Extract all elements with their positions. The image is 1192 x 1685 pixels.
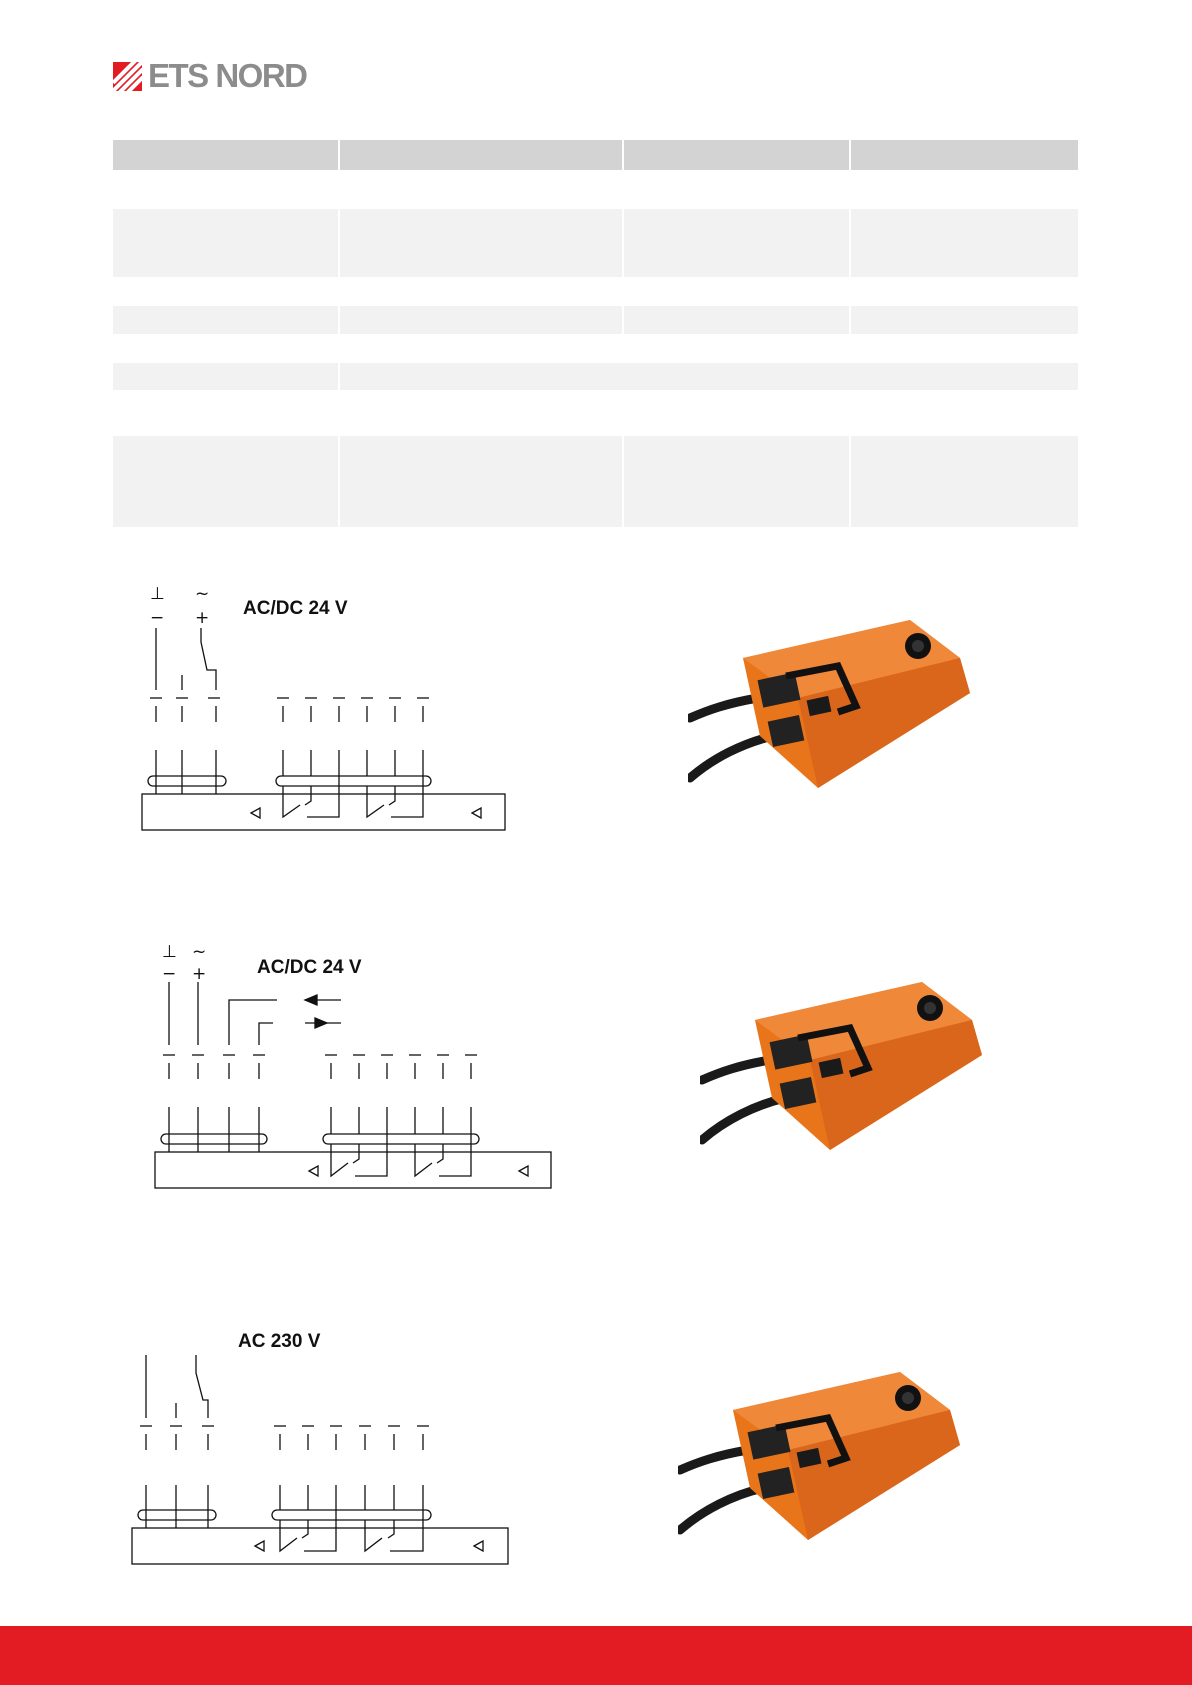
wiring-diagram-3 (128, 1325, 518, 1570)
table-cell (340, 363, 1078, 390)
table-cell (624, 140, 849, 170)
table-cell (851, 140, 1078, 170)
table-row (113, 306, 1078, 334)
minus-symbol: − (162, 964, 177, 984)
plus-symbol: + (192, 964, 207, 984)
ground-symbol: ⊥ (150, 584, 165, 604)
table-row (113, 209, 1078, 277)
ac-symbol: ~ (195, 584, 210, 604)
table-cell (851, 390, 1078, 436)
table-cell (340, 140, 622, 170)
table-cell (624, 277, 849, 306)
table-cell (113, 140, 338, 170)
brand-name: ETS NORD (148, 57, 307, 94)
table-cell (851, 306, 1078, 334)
table-header-row (113, 140, 1078, 170)
table-cell (624, 436, 849, 527)
plus-symbol: + (195, 608, 210, 628)
table-cell (340, 334, 622, 363)
brand-logo (113, 57, 307, 94)
table-cell (113, 436, 338, 527)
actuator-photo-3 (678, 1370, 968, 1550)
table-cell (851, 277, 1078, 306)
wiring-diagram-1 (130, 580, 510, 835)
table-cell (624, 170, 849, 209)
actuator-photo-1 (688, 618, 978, 798)
table-row (113, 436, 1078, 527)
table-row (113, 363, 1078, 390)
spec-table (113, 140, 1078, 527)
voltage-label: AC 230 V (238, 1331, 321, 1352)
table-cell (851, 170, 1078, 209)
wiring-diagram-2 (145, 940, 555, 1195)
table-cell (113, 209, 338, 277)
table-cell (340, 209, 622, 277)
table-cell (851, 209, 1078, 277)
table-cell (340, 306, 622, 334)
table-cell (113, 390, 338, 436)
table-cell (113, 363, 338, 390)
table-cell (624, 334, 849, 363)
table-cell (113, 170, 338, 209)
ground-symbol: ⊥ (162, 942, 177, 962)
actuator-photo-2 (700, 980, 990, 1160)
table-cell (340, 277, 622, 306)
logo-mark-icon (113, 62, 142, 91)
table-cell (340, 436, 622, 527)
table-cell (113, 306, 338, 334)
table-row (113, 170, 1078, 209)
table-row (113, 334, 1078, 363)
table-cell (340, 390, 622, 436)
table-cell (624, 209, 849, 277)
ac-symbol: ~ (192, 942, 207, 962)
table-row (113, 390, 1078, 436)
table-cell (851, 334, 1078, 363)
table-cell (113, 277, 338, 306)
minus-symbol: − (150, 608, 165, 628)
table-cell (851, 436, 1078, 527)
table-cell (113, 334, 338, 363)
voltage-label: AC/DC 24 V (257, 957, 362, 978)
voltage-label: AC/DC 24 V (243, 598, 348, 619)
table-cell (624, 306, 849, 334)
footer-bar (0, 1626, 1192, 1685)
table-cell (340, 170, 622, 209)
table-row (113, 277, 1078, 306)
table-cell (624, 390, 849, 436)
